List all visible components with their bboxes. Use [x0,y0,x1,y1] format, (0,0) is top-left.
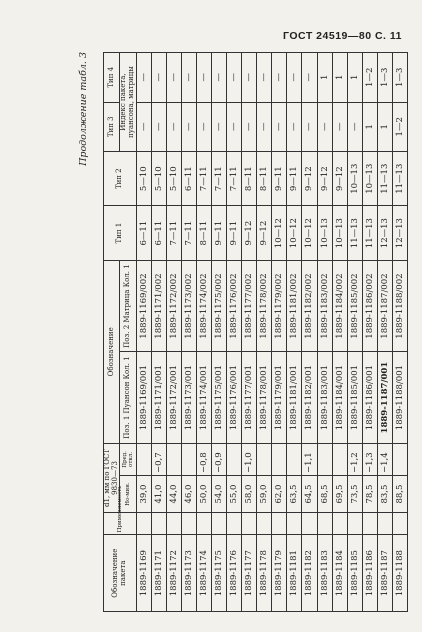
cell-type1: 12—13 [377,206,392,260]
cell-nominal: 83,5 [377,476,392,513]
cell-type3: — [332,102,347,151]
cell-tolerance: −0,9 [212,443,227,475]
table-row [332,53,347,612]
header-applicability: Применяемость [104,513,137,535]
cell-pos1: 1889-1186/001 [362,352,377,444]
cell-packet: 1889-1185 [347,535,362,612]
cell-type3: — [166,102,181,151]
cell-type2: 5—10 [166,152,181,206]
cell-pos1: 1889-1181/001 [287,352,302,444]
cell-type3: — [151,102,166,151]
cell-pos1: 1889-1187/001 [377,352,392,444]
cell-pos1: 1889-1176/001 [227,352,242,444]
cell-type3: — [212,102,227,151]
cell-pos2: 1889-1178/002 [257,260,272,352]
cell-type1: 10—13 [317,206,332,260]
cell-type3: — [181,102,196,151]
cell-type3: 1—2 [392,102,407,151]
cell-type2: 8—11 [242,152,257,206]
cell-type2: 5—10 [136,152,151,206]
cell-pos1: 1889-1172/001 [166,352,181,444]
cell-pos1: 1889-1182/001 [302,352,317,444]
cell-packet: 1889-1186 [362,535,377,612]
header-type2: Тип 2 [104,152,137,206]
cell-packet: 1889-1178 [257,535,272,612]
cell-type1: 9—12 [242,206,257,260]
header-type1: Тип 1 [104,206,137,260]
cell-type2: 11—13 [377,152,392,206]
header-index-group: Индекс пакета, пуансона, матрицы [120,53,136,152]
cell-tolerance [181,443,196,475]
table-row [362,53,377,612]
cell-packet: 1889-1172 [166,535,181,612]
cell-type1: 6—11 [151,206,166,260]
cell-nominal: 68,5 [317,476,332,513]
table-caption: Продолжение табл. 3 [78,52,89,166]
cell-type3: 1 [362,102,377,151]
cell-applicability [257,513,272,535]
cell-packet: 1889-1176 [227,535,242,612]
cell-packet: 1889-1183 [317,535,332,612]
cell-packet: 1889-1188 [392,535,407,612]
cell-type4: — [272,53,287,103]
cell-type3: — [136,102,151,151]
cell-type1: 10—12 [302,206,317,260]
cell-type3: — [197,102,212,151]
cell-type4: 1—3 [392,53,407,103]
cell-pos1: 1889-1188/001 [392,352,407,444]
cell-type4: — [302,53,317,103]
cell-packet: 1889-1184 [332,535,347,612]
cell-type1: 10—12 [287,206,302,260]
header-pos2: Поз. 2 Матрица Кол. 1 [120,260,136,352]
cell-tolerance: −0,8 [197,443,212,475]
cell-type1: 7—11 [166,206,181,260]
cell-tolerance: −1,3 [362,443,377,475]
cell-type4: 1 [317,53,332,103]
cell-applicability [181,513,196,535]
cell-applicability [347,513,362,535]
table-body [136,53,407,612]
cell-nominal: 62,0 [272,476,287,513]
cell-applicability [287,513,302,535]
cell-type2: 7—11 [197,152,212,206]
cell-packet: 1889-1187 [377,535,392,612]
cell-pos2: 1889-1176/002 [227,260,242,352]
cell-tolerance [332,443,347,475]
cell-type4: — [166,53,181,103]
cell-type2: 10—13 [362,152,377,206]
cell-nominal: 73,5 [347,476,362,513]
cell-nominal: 55,0 [227,476,242,513]
cell-type4: — [257,53,272,103]
cell-type4: 1—3 [377,53,392,103]
cell-type1: 11—13 [362,206,377,260]
cell-type2: 9—11 [272,152,287,206]
table-row [242,53,257,612]
cell-pos1: 1889-1171/001 [151,352,166,444]
cell-applicability [212,513,227,535]
cell-type2: 9—11 [287,152,302,206]
header-limit-dev: Пред. откл. [120,443,136,475]
table-row [136,53,151,612]
table-row [166,53,181,612]
cell-type4: — [212,53,227,103]
specification-table [103,52,408,612]
cell-nominal: 58,0 [242,476,257,513]
cell-tolerance: −1,2 [347,443,362,475]
header-pos1: Поз. 1 Пуансон Кол. 1 [120,352,136,444]
table-row [257,53,272,612]
cell-nominal: 50,0 [197,476,212,513]
cell-type3: — [227,102,242,151]
cell-nominal: 59,0 [257,476,272,513]
cell-packet: 1889-1175 [212,535,227,612]
cell-tolerance [392,443,407,475]
cell-tolerance [317,443,332,475]
cell-applicability [377,513,392,535]
cell-nominal: 39,0 [136,476,151,513]
cell-pos1: 1889-1183/001 [317,352,332,444]
cell-tolerance [287,443,302,475]
cell-applicability [227,513,242,535]
cell-packet: 1889-1171 [151,535,166,612]
table-row [377,53,392,612]
header-type4: Тип 4 [104,53,120,103]
cell-type1: 7—11 [181,206,196,260]
cell-pos2: 1889-1187/002 [377,260,392,352]
cell-type1: 10—12 [272,206,287,260]
cell-nominal: 54,0 [212,476,227,513]
page-header [0,28,422,46]
table-row [197,53,212,612]
cell-packet: 1889-1182 [302,535,317,612]
cell-pos2: 1889-1186/002 [362,260,377,352]
cell-tolerance [272,443,287,475]
cell-pos2: 1889-1181/002 [287,260,302,352]
cell-pos1: 1889-1178/001 [257,352,272,444]
cell-pos1: 1889-1174/001 [197,352,212,444]
table-row [302,53,317,612]
cell-pos1: 1889-1185/001 [347,352,362,444]
document-id: ГОСТ 24519—80 С. 11 [283,30,402,42]
cell-type2: 7—11 [227,152,242,206]
cell-type1: 6—11 [136,206,151,260]
cell-type3: — [272,102,287,151]
cell-type4: — [227,53,242,103]
cell-packet: 1889-1174 [197,535,212,612]
cell-type3: — [287,102,302,151]
cell-tolerance [136,443,151,475]
cell-applicability [242,513,257,535]
cell-pos2: 1889-1171/002 [151,260,166,352]
header-packet: Обозначение пакета [104,535,137,612]
cell-applicability [362,513,377,535]
cell-applicability [197,513,212,535]
cell-pos2: 1889-1188/002 [392,260,407,352]
cell-type4: — [242,53,257,103]
cell-type3: — [347,102,362,151]
cell-type4: — [151,53,166,103]
cell-type2: 9—12 [302,152,317,206]
table-row [287,53,302,612]
cell-pos2: 1889-1184/002 [332,260,347,352]
cell-type2: 9—12 [317,152,332,206]
cell-type3: 1 [377,102,392,151]
table-row [227,53,242,612]
cell-pos1: 1889-1169/001 [136,352,151,444]
table-row [181,53,196,612]
table-row [392,53,407,612]
cell-tolerance: −1,4 [377,443,392,475]
header-nominal: Но-мин. [120,476,136,513]
table-row [347,53,362,612]
cell-type3: — [242,102,257,151]
cell-type2: 7—11 [212,152,227,206]
cell-type1: 11—13 [347,206,362,260]
cell-type3: — [257,102,272,151]
cell-pos1: 1889-1173/001 [181,352,196,444]
cell-pos1: 1889-1184/001 [332,352,347,444]
cell-tolerance [166,443,181,475]
table-row [212,53,227,612]
cell-type1: 9—11 [212,206,227,260]
cell-type4: — [287,53,302,103]
cell-pos2: 1889-1173/002 [181,260,196,352]
cell-type2: 9—12 [332,152,347,206]
cell-pos2: 1889-1174/002 [197,260,212,352]
cell-tolerance: −1,1 [302,443,317,475]
cell-type4: 1 [332,53,347,103]
cell-tolerance [227,443,242,475]
header-diameter: d1, мм по ГОСТ 9830—73 [104,443,120,512]
cell-type4: 1—2 [362,53,377,103]
cell-applicability [166,513,181,535]
cell-nominal: 46,0 [181,476,196,513]
cell-nominal: 63,5 [287,476,302,513]
cell-tolerance: −1,0 [242,443,257,475]
cell-packet: 1889-1173 [181,535,196,612]
cell-pos2: 1889-1177/002 [242,260,257,352]
cell-nominal: 69,5 [332,476,347,513]
cell-packet: 1889-1179 [272,535,287,612]
cell-tolerance: −0,7 [151,443,166,475]
cell-pos2: 1889-1175/002 [212,260,227,352]
cell-type2: 10—13 [347,152,362,206]
cell-type3: — [302,102,317,151]
cell-type2: 6—11 [181,152,196,206]
cell-type1: 9—12 [257,206,272,260]
cell-pos2: 1889-1182/002 [302,260,317,352]
cell-type2: 8—11 [257,152,272,206]
cell-pos2: 1889-1183/002 [317,260,332,352]
cell-applicability [332,513,347,535]
cell-packet: 1889-1181 [287,535,302,612]
table-row [151,53,166,612]
cell-type3: — [317,102,332,151]
cell-pos1: 1889-1175/001 [212,352,227,444]
cell-type1: 9—11 [227,206,242,260]
table-row [272,53,287,612]
cell-applicability [392,513,407,535]
rotated-table-container [78,52,408,612]
cell-tolerance [257,443,272,475]
cell-pos2: 1889-1179/002 [272,260,287,352]
cell-type2: 11—13 [392,152,407,206]
cell-applicability [317,513,332,535]
cell-applicability [136,513,151,535]
cell-nominal: 64,5 [302,476,317,513]
cell-nominal: 41,0 [151,476,166,513]
header-designation: Обозначение [104,260,120,443]
table-row [317,53,332,612]
cell-nominal: 78,5 [362,476,377,513]
cell-type4: — [181,53,196,103]
cell-applicability [272,513,287,535]
header-type3: Тип 3 [104,102,120,151]
cell-type4: 1 [347,53,362,103]
cell-nominal: 88,5 [392,476,407,513]
cell-pos2: 1889-1185/002 [347,260,362,352]
cell-type1: 8—11 [197,206,212,260]
cell-packet: 1889-1169 [136,535,151,612]
cell-pos1: 1889-1177/001 [242,352,257,444]
cell-applicability [151,513,166,535]
cell-packet: 1889-1177 [242,535,257,612]
cell-type2: 5—10 [151,152,166,206]
cell-nominal: 44,0 [166,476,181,513]
cell-pos2: 1889-1169/002 [136,260,151,352]
cell-pos1: 1889-1179/001 [272,352,287,444]
cell-type4: — [136,53,151,103]
cell-type1: 10—13 [332,206,347,260]
cell-type1: 12—13 [392,206,407,260]
cell-applicability [302,513,317,535]
cell-pos2: 1889-1172/002 [166,260,181,352]
cell-type4: — [197,53,212,103]
